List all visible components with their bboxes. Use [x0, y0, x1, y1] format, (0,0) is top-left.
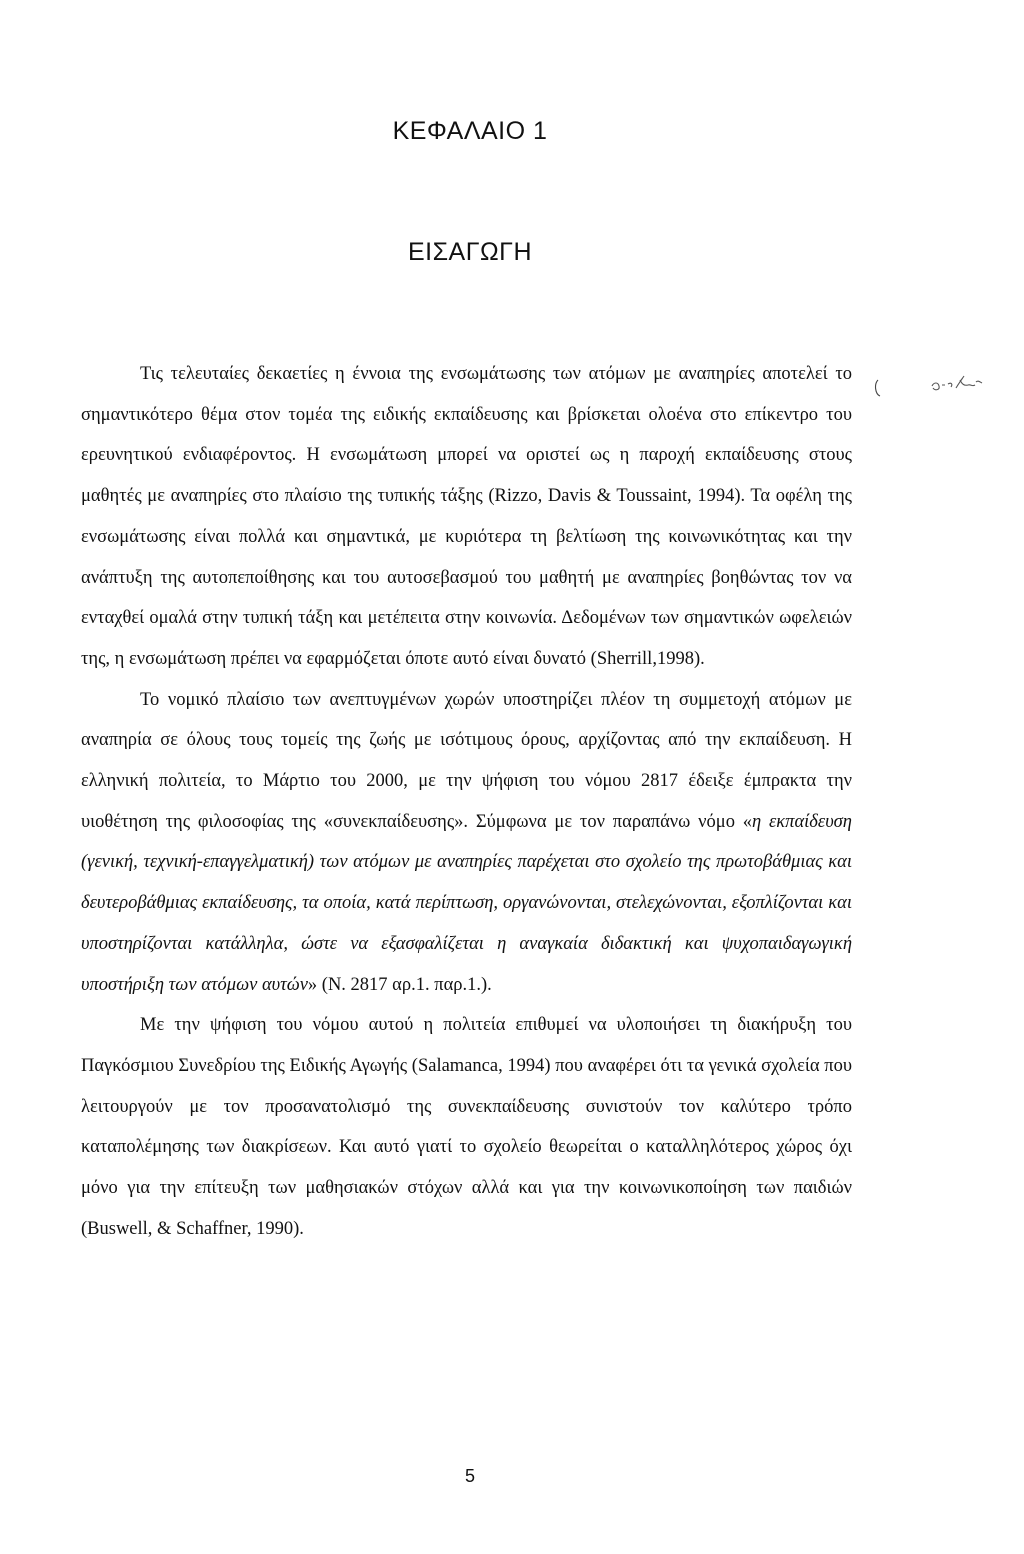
page-number: 5 — [464, 1466, 475, 1486]
chapter-title: ΕΙΣΑΓΩΓΗ — [407, 238, 533, 266]
text-segment: Τις τελευταίες δεκαετίες η έννοια της ενσωμάτωσης των ατόμων με αναπηρίες αποτελεί το σημαντικότερο θέμα στον τομέα της ειδικής εκπαίδευσης και βρίσκεται ολοένα στο επίκεντρο του ερευνητικού ενδιαφέροντος. Η ενσωμάτωση μπορεί να οριστεί ως η παροχή εκπαίδευσης στους μαθητές με αναπηρίες στο πλαίσιο της τυπικής τάξης (Rizzo, Davis & Toussaint, 1994). Τα οφέλη της ενσωμάτωσης είναι πολλά και σημαντικά, με κυριότερα τη βελτίωση της κοινωνικότητας και την ανάπτυξη της αυτοπεποίθησης και του αυτοσεβασμού του μαθητή με αναπηρίες βοηθώντας τον να ενταχθεί ομαλά στην τυπική τάξη και μετέπειτα στην κοινωνία. Δεδομένων των σημαντικών ωφελειών της, η ενσωμάτωση πρέπει να εφαρμόζεται όποτε αυτό είναι δυνατό (Sherrill,1998). — [81, 364, 852, 669]
body-text — [81, 354, 852, 1249]
text-segment: Με την ψήφιση του νόμου αυτού η πολιτεία επιθυμεί να υλοποιήσει τη διακήρυξη του Παγκόσμιου Συνεδρίου της Ειδικής Αγωγής (Salamanca, 1994) που αναφέρει ότι τα γενικά σχολεία που λειτουργούν με τον προσανατολισμό της συνεκπαίδευσης συνιστούν τον καλύτερο τρόπο καταπολέμησης των διακρίσεων. Και αυτό γιατί το σχολείο θεωρείται ο καταλληλότερος χώρος όχι μόνο για την επίτευξη των μαθησιακών στόχων αλλά και για την κοινωνικοποίηση των παιδιών (Buswell, & Schaffner, 1990). — [81, 1015, 852, 1239]
text-segment: » (Ν. 2817 αρ.1. παρ.1.). — [307, 974, 492, 995]
handwritten-margin-scribble — [872, 372, 1012, 402]
paragraph — [81, 680, 852, 1006]
chapter-label: ΚΕΦΑΛΑΙΟ 1 — [392, 117, 548, 145]
paragraph — [81, 1005, 852, 1249]
text-segment: Το νομικό πλαίσιο των ανεπτυγμένων χωρών υποστηρίζει πλέον τη συμμετοχή ατόμων με αναπηρία σε όλους τους τομείς της ζωής με ισότιμους όρους, αρχίζοντας από την εκπαίδευση. Η ελληνική πολιτεία, το Μάρτιο του 2000, με την ψήφιση του νόμου 2817 έδειξε έμπρακτα την υιοθέτηση της φιλοσοφίας της «συνεκπαίδευσης». Σύμφωνα με τον παραπάνω νόμο « — [81, 689, 852, 832]
paragraph — [81, 354, 852, 680]
legal-quote: η εκπαίδευση (γενική, τεχνική-επαγγελματική) των ατόμων με αναπηρίες παρέχεται στο σχολείο της πρωτοβάθμιας και δευτεροβάθμιας εκπαίδευσης, τα οποία, κατά περίπτωση, οργανώνονται, στελεχώνονται, εξοπλίζονται και υποστηρίζονται κατάλληλα, ώστε να εξασφαλίζεται η αναγκαία διδακτική και ψυχοπαιδαγωγική υποστήριξη των ατόμων αυτών — [81, 811, 852, 995]
